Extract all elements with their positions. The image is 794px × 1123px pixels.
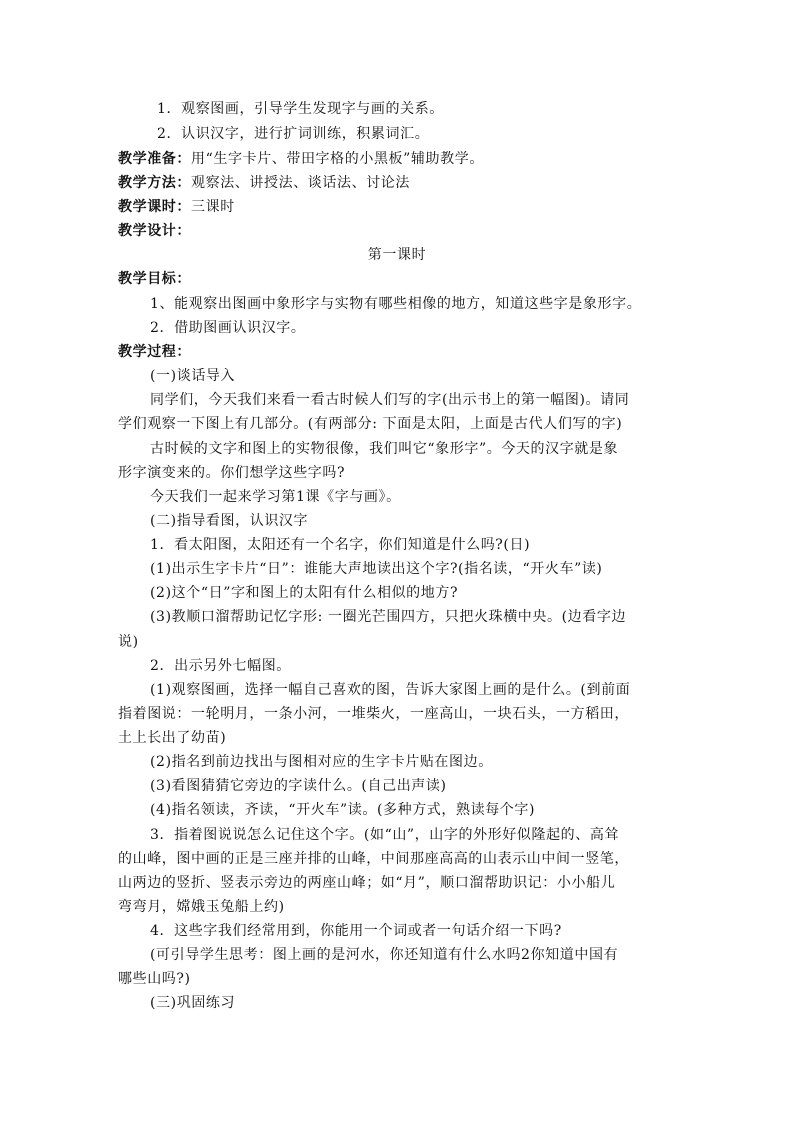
process-line: (1)观察图画，选择一幅自己喜欢的图，告诉大家图上画的是什么。(到前面 (150, 682, 631, 698)
teaching-design-label: 教学设计： (118, 223, 191, 239)
teaching-prep-label: 教学准备： (118, 151, 191, 167)
objectives-label: 教学目标： (118, 271, 191, 287)
teaching-prep-text: 用“生字卡片、带田字格的小黑板”辅助教学。 (191, 151, 484, 167)
process-line: (3)教顺口溜帮助记忆字形: 一圈光芒围四方，只把火珠横中央。(边看字边 (150, 609, 627, 625)
process-line: (三)巩固练习 (150, 995, 236, 1011)
process-line: 哪些山吗?) (118, 971, 191, 987)
process-line: (4)指名领读，齐读，“开火车”读。(多种方式，熟读每个字) (150, 802, 536, 818)
objective-item-1: 1、能观察出图画中象形字与实物有哪些相像的地方，知道这些字是象形字。 (150, 296, 642, 312)
process-line: 1．看太阳图，太阳还有一个名字，你们知道是什么吗?(日) (150, 537, 531, 553)
teaching-method (118, 174, 410, 192)
process-line: (一)谈话导入 (150, 368, 236, 384)
teaching-hours-text: 三课时 (191, 199, 235, 215)
process-line: 学们观察一下图上有几部分。(有两部分: 下面是太阳，上面是古代人们写的字) (118, 416, 623, 432)
goal-line-1: 1．观察图画，引导学生发现字与画的关系。 (157, 101, 444, 117)
process-line: 2．出示另外七幅图。 (150, 658, 291, 674)
lesson-title: 第一课时 (367, 247, 427, 263)
process-line: 土上长出了幼苗) (118, 730, 227, 746)
process-line: (二)指导看图，认识汉字 (150, 513, 309, 529)
process-line: (可引导学生思考：图上画的是河水，你还知道有什么水吗2你知道中国有 (150, 947, 619, 963)
teaching-hours (118, 198, 235, 216)
process-line: 弯弯月，嫦娥玉兔船上约) (118, 899, 285, 915)
teaching-method-label: 教学方法： (118, 175, 191, 191)
process-line: (2)指名到前边找出与图相对应的生字卡片贴在图边。 (150, 754, 493, 770)
process-line: 今天我们一起来学习第1课《字与画》。 (150, 489, 401, 505)
process-line: 形字演变来的。你们想学这些字吗? (118, 465, 346, 481)
process-line: (3)看图猜猜它旁边的字读什么。(自己出声读) (150, 778, 447, 794)
teaching-hours-label: 教学课时： (118, 199, 191, 215)
process-line: (1)出示生字卡片“日”：谁能大声地读出这个字?(指名读，“开火车”读) (150, 561, 603, 577)
process-line: 说) (118, 634, 139, 650)
teaching-method-text: 观察法、讲授法、谈话法、讨论法 (191, 175, 410, 191)
teaching-prep (118, 150, 484, 168)
objective-item-2: 2．借助图画认识汉字。 (150, 320, 306, 336)
process-line: 同学们，今天我们来看一看古时候人们写的字(出示书上的第一幅图)。请同 (150, 392, 630, 408)
process-line: 古时候的文字和图上的实物很像，我们叫它“象形字”。今天的汉字就是象 (150, 441, 619, 457)
goal-line-2: 2．认识汉字，进行扩词训练，积累词汇。 (157, 126, 430, 142)
process-line: 4．这些字我们经常用到，你能用一个词或者一句话介绍一下吗? (150, 923, 562, 939)
process-line: 指着图说：一轮明月，一条小河，一堆柴火，一座高山，一块石头，一方稻田， (118, 706, 629, 722)
process-line: 的山峰，图中画的正是三座并排的山峰，中间那座高高的山表示山中间一竖笔， (118, 851, 629, 867)
process-label: 教学过程： (118, 344, 191, 360)
process-line: (2)这个“日”字和图上的太阳有什么相似的地方? (150, 585, 459, 601)
process-line: 山两边的竖折、竖表示旁边的两座山峰；如“月”，顺口溜帮助识记：小小船儿 (118, 875, 616, 891)
process-line: 3．指着图说说怎么记住这个字。(如“山”，山字的外形好似隆起的、高耸 (150, 827, 620, 843)
